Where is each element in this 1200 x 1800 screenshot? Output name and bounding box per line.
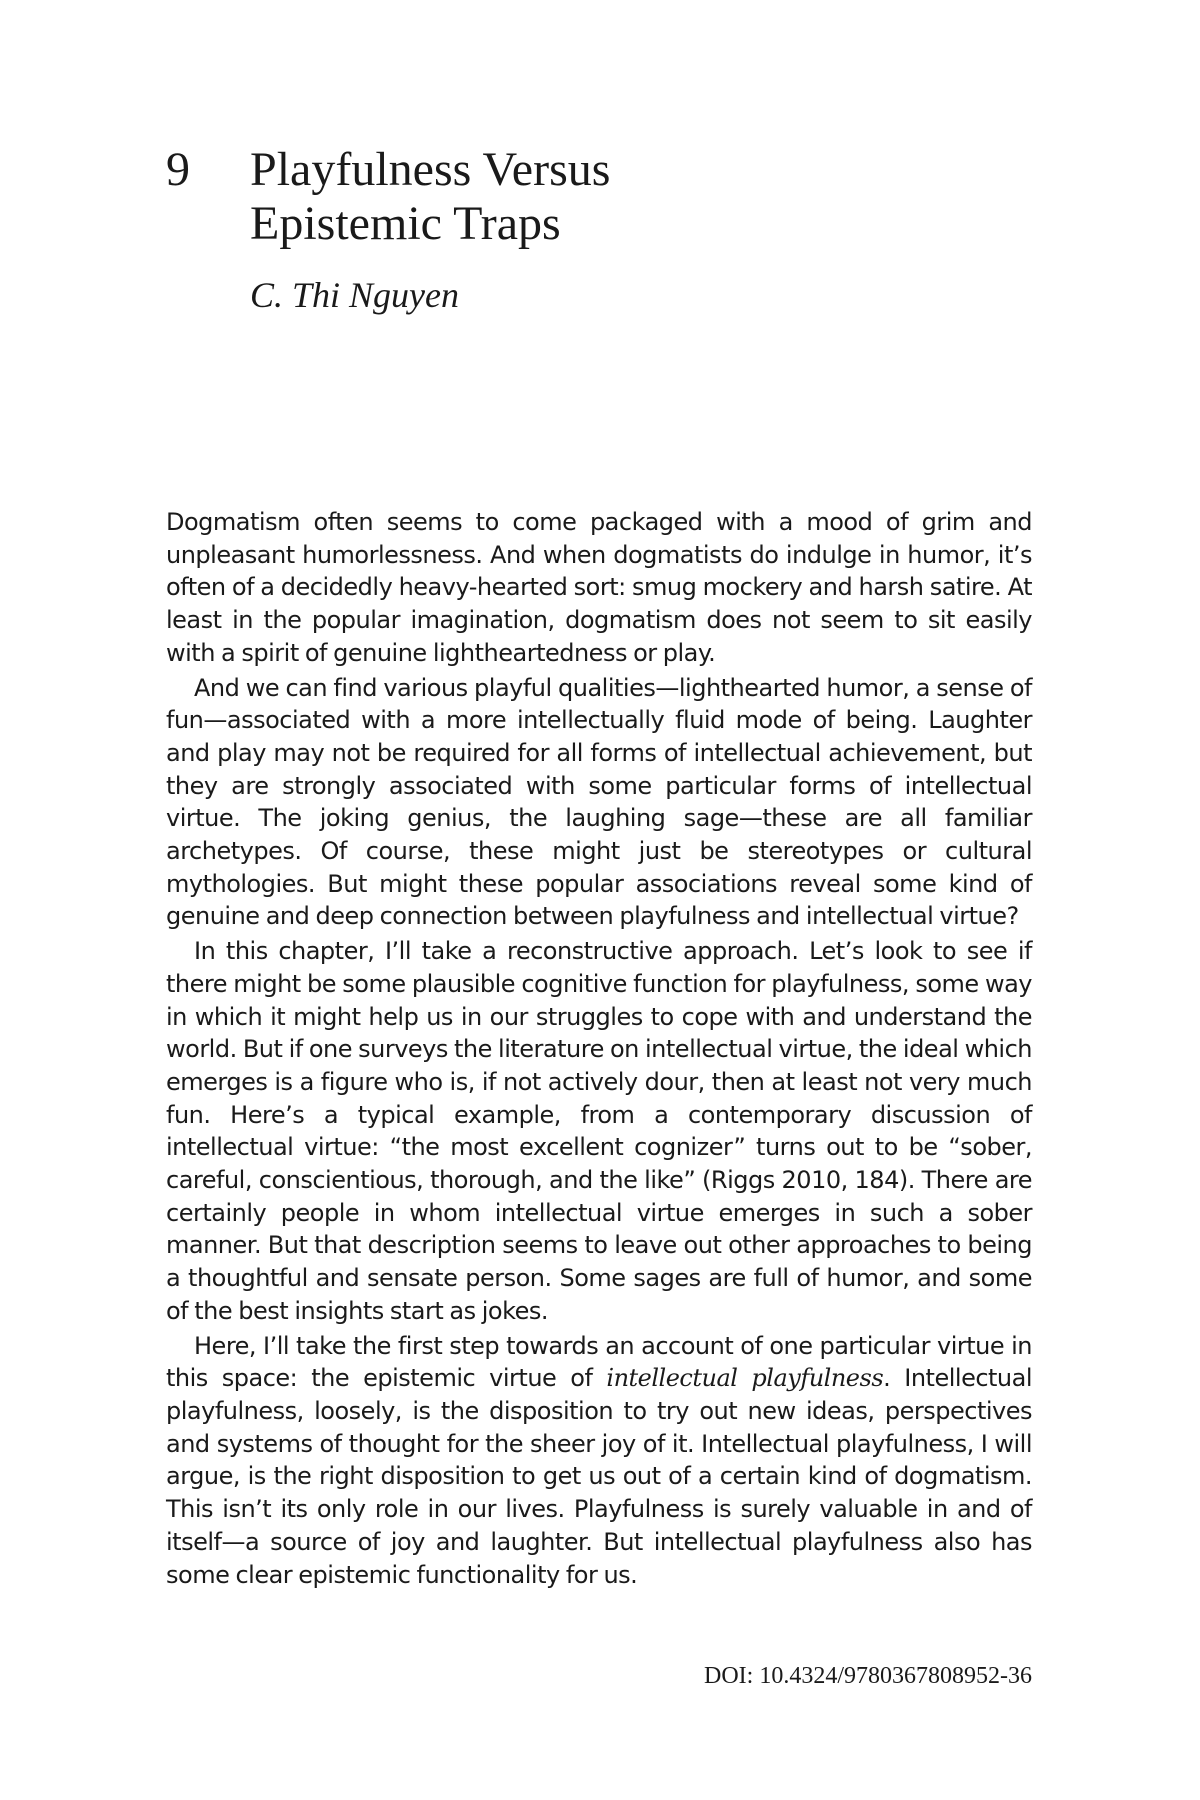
paragraph-4-text-after: . Intellectual playfulness, loosely, is the disposition to try out new ideas, perspectives and systems of thought for the sheer joy of it. Intellectual playfulness, I will argue, is the right disposition to get us out of a certain kind of dogmatism. This isn’t its only role in our lives. Playfulness is surely valuable in and of itself—a source of joy and laughter. But intellectual playfulness also has some clear epistemic functionality for us. — [166, 1364, 1033, 1589]
paragraph-3: In this chapter, I’ll take a reconstructive approach. Let’s look to see if there might be some plausible cognitive function for playfulness, some way in which it might help us in our struggles to cope with and understand the world. But if one surveys the literature on intellectual virtue, the ideal which emerges is a figure who is, if not actively dour, then at least not very much fun. Here’s a typical example, from a contemporary discussion of intellectual virtue: “the most excellent cognizer” turns out to be “sober, careful, conscientious, thorough, and the like” (Riggs 2010, 184). There are certainly people in whom intellectual virtue emerges in such a sober manner. But that description seems to leave out other approaches to being a thoughtful and sensate person. Some sages are full of humor, and some of the best insights start as jokes. — [166, 937, 1032, 1325]
chapter-author: C. Thi Nguyen — [250, 275, 460, 315]
emphasis-intellectual-playfulness: intellectual playfulness — [606, 1364, 884, 1393]
chapter-title-line-1: Playfulness Versus — [250, 143, 611, 196]
chapter-body — [166, 506, 1032, 1593]
paragraph-2: And we can find various playful qualities—lighthearted humor, a sense of fun—associated with a more intellectually fluid mode of being. Laughter and play may not be required for all forms of intellectual achievement, but they are strongly associated with some particular forms of intellectual virtue. The joking genius, the laughing sage—these are all familiar archetypes. Of course, these might just be stereotypes or cultural mythologies. But might these popular associations reveal some kind of genuine and deep connection between playfulness and intellectual virtue? — [166, 673, 1032, 931]
paragraph-4 — [166, 1330, 1032, 1592]
paragraph-4-text-before: Here, I’ll take the first step towards an account of one particular virtue in this space: the epistemic virtue of — [166, 1331, 1032, 1393]
chapter-title-line-2: Epistemic Traps — [250, 197, 561, 250]
chapter-number: 9 — [166, 143, 190, 196]
chapter-title — [250, 143, 950, 251]
paragraph-1: Dogmatism often seems to come packaged with a mood of grim and unpleasant humorlessness. And when dogmatists do indulge in humor, it’s often of a decidedly heavy-hearted sort: smug mockery and harsh satire. At least in the popular imagination, dogmatism does not seem to sit easily with a spirit of genuine lightheartedness or play. — [166, 508, 1032, 667]
doi-footer: DOI: 10.4324/9780367808952-36 — [704, 1663, 1032, 1689]
